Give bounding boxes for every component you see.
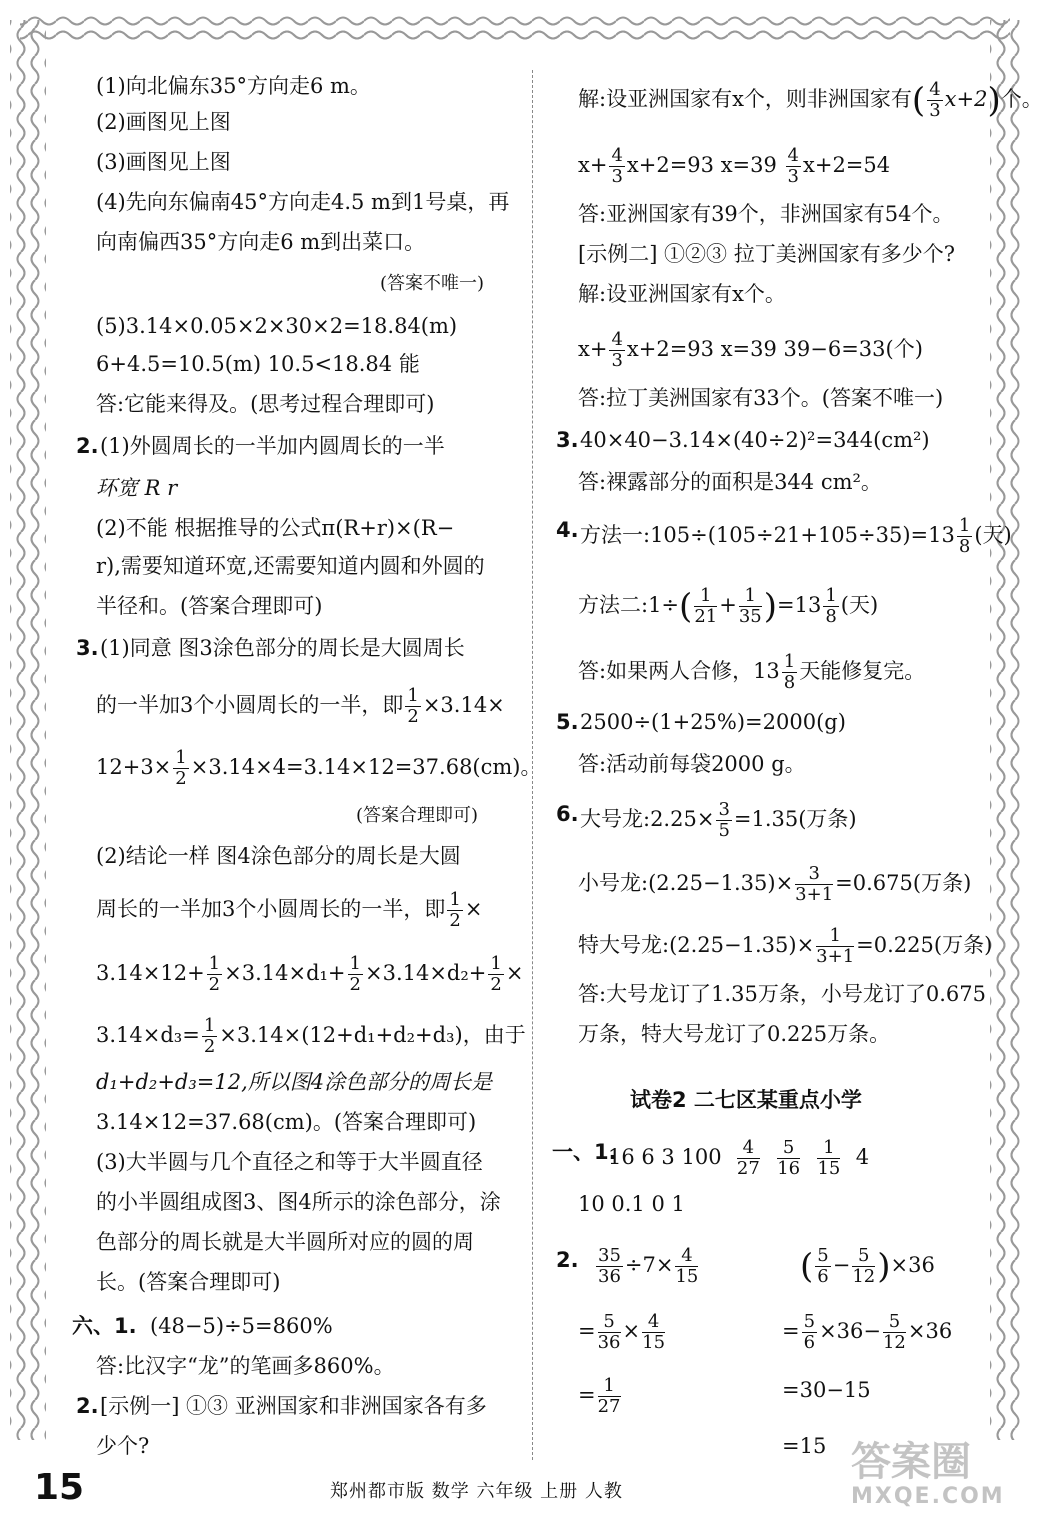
text: 答:如果两人合修，13 — [578, 659, 780, 683]
denominator: 2 — [203, 1036, 216, 1057]
paren: ) — [877, 1246, 891, 1287]
question-number: 3. — [76, 636, 99, 660]
text-line: 色部分的周长就是大半圆所对应的圆的周 — [96, 1230, 474, 1254]
text-line: =30−15 — [782, 1378, 871, 1402]
text: 解:设亚洲国家有x个，则非洲国家有 — [578, 87, 912, 111]
denominator: 16 — [777, 1158, 801, 1179]
question-number: 2. — [556, 1248, 579, 1272]
fraction — [957, 516, 972, 557]
text-line: d₁+d₂+d₃=12,所以图4涂色部分的周长是 — [96, 1070, 493, 1094]
watermark-text: 答案圈 — [851, 1439, 971, 1485]
numerator: 4 — [787, 145, 799, 166]
text-line: 向南偏西35°方向走6 m到出菜口。 — [96, 230, 426, 254]
fraction — [817, 1138, 840, 1179]
text: x+2=93 x=39 39−6=33(个) — [626, 337, 923, 361]
fraction — [795, 864, 833, 905]
denominator: 2 — [349, 974, 361, 995]
fraction — [609, 146, 624, 187]
denominator: 35 — [738, 606, 762, 627]
denominator: 8 — [825, 606, 837, 627]
text-line: (48−5)÷5=860% — [150, 1314, 333, 1338]
denominator: 3 — [929, 100, 941, 121]
fraction — [405, 686, 420, 727]
denominator: 36 — [597, 1332, 621, 1353]
text-line: 答:裸露部分的面积是344 cm²。 — [578, 470, 882, 494]
fraction — [816, 926, 854, 967]
text-line: 少个? — [96, 1434, 150, 1458]
fraction — [786, 146, 801, 187]
denominator: 2 — [407, 706, 419, 727]
denominator: 2 — [449, 910, 461, 931]
text-line: (1)同意 图3涂色部分的周长是大圆周长 — [100, 636, 465, 660]
text: = — [782, 1319, 800, 1343]
denominator: 3 — [611, 350, 623, 371]
page-number: 15 — [34, 1467, 85, 1508]
text: 特大号龙:(2.25−1.35)× — [578, 933, 815, 957]
fraction — [815, 1246, 830, 1287]
numerator: 4 — [675, 1246, 698, 1267]
numerator: 5 — [803, 1311, 816, 1332]
denominator: 2 — [208, 974, 221, 995]
numerator: 5 — [817, 1245, 829, 1266]
fraction — [883, 1312, 906, 1353]
fraction — [488, 954, 503, 995]
text: 3.14×12+ — [96, 961, 205, 985]
question-number: 3. — [556, 428, 579, 452]
question-number: 4. — [556, 518, 579, 542]
text-line: 40×40−3.14×(40÷2)²=344(cm²) — [580, 428, 930, 452]
fraction — [598, 1312, 621, 1353]
text-line: 10 0.1 0 1 — [578, 1192, 685, 1216]
denominator: 2 — [490, 974, 502, 995]
text-line: [示例二] ①②③ 拉丁美洲国家有多少个? — [578, 242, 955, 266]
text: ×3.14×d₂+ — [364, 961, 487, 985]
watermark-logo — [851, 1440, 1011, 1530]
text-line — [578, 652, 925, 693]
text-line — [578, 864, 971, 905]
numerator: 1 — [449, 889, 461, 910]
numerator: 1 — [825, 585, 837, 606]
text-line — [96, 890, 482, 931]
text-line: (4)先向东偏南45°方向走4.5 m到1号桌，再 — [96, 190, 510, 214]
question-number: 5. — [556, 710, 579, 734]
text: =1.35(万条) — [733, 807, 857, 831]
text: =0.675(万条) — [835, 871, 972, 895]
text-line: 答:活动前每袋2000 g。 — [578, 752, 806, 776]
denominator: 12 — [882, 1332, 906, 1353]
fraction — [596, 1246, 623, 1287]
text-line: 的小半圆组成图3、图4所示的涂色部分，涂 — [96, 1190, 501, 1214]
denominator: 27 — [597, 1396, 621, 1417]
denominator: 8 — [958, 536, 971, 557]
paren: ) — [763, 586, 777, 627]
denominator: 36 — [598, 1266, 621, 1287]
text: × — [622, 1319, 641, 1343]
text: 天能修复完。 — [799, 659, 926, 683]
text: 4 — [855, 1145, 870, 1169]
denominator: 27 — [736, 1158, 760, 1179]
text-line — [578, 586, 878, 627]
text: 周长的一半加3个小圆周长的一半，即 — [96, 897, 446, 921]
text-line — [578, 926, 992, 967]
text-line: 3.14×12=37.68(cm)。(答案合理即可) — [96, 1110, 477, 1134]
numerator: 4 — [642, 1312, 665, 1333]
numerator: 1 — [958, 515, 971, 536]
watermark-url: MXQE.COM — [851, 1484, 1005, 1509]
text-line — [578, 146, 890, 187]
denominator: 15 — [817, 1158, 841, 1179]
numerator: 3 — [795, 864, 833, 885]
denominator: 3+1 — [795, 884, 834, 905]
math-line — [578, 1376, 623, 1417]
text-line — [578, 80, 1043, 121]
fraction — [598, 1376, 621, 1417]
text: x+2=54 — [803, 153, 891, 177]
fraction — [802, 1312, 817, 1353]
denominator: 12 — [852, 1266, 876, 1287]
fraction — [675, 1246, 698, 1287]
text: =13 — [777, 593, 822, 617]
question-number: 2. — [76, 1394, 99, 1418]
numerator: 35 — [598, 1245, 621, 1266]
text: − — [832, 1253, 851, 1277]
fraction — [777, 1138, 800, 1179]
text: ×36 — [907, 1319, 953, 1343]
text-line: 解:设亚洲国家有x个。 — [578, 282, 786, 306]
text-line: 半径和。(答案合理即可) — [96, 594, 323, 618]
fraction — [447, 890, 462, 931]
math-line — [800, 1246, 935, 1287]
text: 方法一:105÷(105÷21+105÷35)=13 — [580, 523, 955, 547]
fraction — [739, 586, 762, 627]
fraction — [782, 652, 797, 693]
fraction — [207, 954, 222, 995]
numerator: 4 — [929, 79, 941, 100]
math-line — [782, 1312, 952, 1353]
numerator: 1 — [175, 747, 187, 768]
denominator: 3 — [611, 166, 623, 187]
denominator: 2 — [175, 768, 187, 789]
fraction — [823, 586, 838, 627]
text-line — [580, 516, 1012, 557]
text: ×36− — [819, 1319, 881, 1343]
numerator: 3 — [718, 799, 730, 820]
denominator: 5 — [718, 820, 730, 841]
numerator: 5 — [777, 1138, 800, 1159]
numerator: 1 — [816, 926, 854, 947]
text-line: 万条，特大号龙订了0.225万条。 — [578, 1022, 891, 1046]
text: × — [464, 897, 483, 921]
text-line: (1)外圆周长的一半加内圆周长的一半 — [100, 434, 445, 458]
fraction — [927, 80, 942, 121]
question-number: 2. — [76, 434, 99, 458]
numerator: 5 — [598, 1312, 621, 1333]
numerator: 1 — [817, 1138, 840, 1159]
text: 12+3× — [96, 755, 172, 779]
text: ×36 — [890, 1253, 935, 1277]
denominator: 3 — [787, 166, 799, 187]
text: x+2=93 x=39 — [626, 153, 784, 177]
text-line — [96, 1016, 526, 1057]
fraction — [716, 800, 731, 841]
footer-text: 郑州都市版 数学 六年级 上册 人教 — [330, 1481, 623, 1502]
denominator: 6 — [803, 1332, 816, 1353]
numerator: 1 — [739, 586, 762, 607]
text: 3.14×d₃= — [96, 1023, 200, 1047]
note: (答案合理即可) — [356, 805, 479, 826]
text: x+ — [578, 337, 608, 361]
text: ×3.14×(12+d₁+d₂+d₃)，由于 — [219, 1023, 526, 1047]
denominator: 21 — [694, 606, 718, 627]
text: ×3.14× — [422, 693, 505, 717]
numerator: 1 — [694, 586, 717, 607]
numerator: 4 — [611, 329, 623, 350]
text-line: 答:比汉字“龙”的笔画多860%。 — [96, 1354, 395, 1378]
numerator: 1 — [203, 1015, 216, 1036]
fraction — [852, 1246, 875, 1287]
text: × — [505, 961, 524, 985]
numerator: 1 — [783, 651, 796, 672]
section-title: 试卷2 二七区某重点小学 — [630, 1088, 862, 1112]
text-line: 答:它能来得及。(思考过程合理即可) — [96, 392, 435, 416]
text: 16 6 3 100 — [608, 1145, 722, 1169]
text-line: (3)画图见上图 — [96, 150, 231, 174]
fraction — [737, 1138, 760, 1179]
text-line: (2)结论一样 图4涂色部分的周长是大圆 — [96, 844, 461, 868]
paren: ( — [679, 586, 693, 627]
numerator: 5 — [883, 1312, 906, 1333]
text: = — [578, 1319, 596, 1343]
numerator: 1 — [407, 685, 419, 706]
numerator: 1 — [490, 953, 502, 974]
text-line: (2)不能 根据推导的公式π(R+r)×(R− — [96, 516, 455, 540]
denominator: 15 — [675, 1266, 699, 1287]
numerator: 1 — [208, 953, 221, 974]
paren: ( — [911, 80, 926, 121]
text: 方法二:1÷ — [578, 593, 680, 617]
text-line — [580, 800, 857, 841]
text-line: (1)向北偏东35°方向走6 m。 — [96, 74, 371, 98]
text-line: r),需要知道环宽,还需要知道内圆和外圆的 — [96, 554, 485, 578]
text-line: (5)3.14×0.05×2×30×2=18.84(m) — [96, 314, 458, 338]
section-number: 一、1. — [552, 1140, 617, 1164]
text: (天) — [974, 523, 1012, 547]
question-number: 6. — [556, 802, 579, 826]
text: + — [719, 593, 737, 617]
text: =0.225(万条) — [856, 933, 993, 957]
text-line: (3)大半圆与几个直径之和等于大半圆直径 — [96, 1150, 483, 1174]
text-line — [608, 1138, 869, 1179]
text-line: 环宽 R r — [96, 476, 178, 500]
text-line — [96, 954, 523, 995]
text: x+ — [578, 153, 608, 177]
numerator: 4 — [737, 1138, 760, 1159]
text: 大号龙:2.25× — [580, 807, 715, 831]
text: 的一半加3个小圆周长的一半，即 — [96, 693, 404, 717]
text-line: 答:大号龙订了1.35万条，小号龙订了0.675 — [578, 982, 986, 1006]
section-number: 六、1. — [72, 1314, 137, 1338]
text-line: 6+4.5=10.5(m) 10.5<18.84 能 — [96, 352, 420, 376]
note: (答案不唯一) — [380, 273, 485, 294]
text: ×3.14×d₁+ — [224, 961, 346, 985]
numerator: 4 — [611, 145, 623, 166]
denominator: 6 — [817, 1266, 829, 1287]
text-line: 长。(答案合理即可) — [96, 1270, 281, 1294]
fraction — [642, 1312, 665, 1353]
paren: ) — [987, 80, 1001, 121]
denominator: 8 — [783, 672, 796, 693]
fraction — [173, 748, 188, 789]
text-line: 答:亚洲国家有39个，非洲国家有54个。 — [578, 202, 954, 226]
fraction — [202, 1016, 217, 1057]
text: = — [578, 1383, 596, 1407]
text: 小号龙:(2.25−1.35)× — [578, 871, 794, 895]
text-line: (2)画图见上图 — [96, 110, 231, 134]
text-line — [578, 330, 923, 371]
text: (天) — [840, 593, 879, 617]
text: ÷7× — [624, 1253, 674, 1277]
numerator: 1 — [349, 953, 361, 974]
text: x+2 — [944, 87, 988, 111]
fraction — [609, 330, 624, 371]
text-line: [示例一] ①③ 亚洲国家和非洲国家各有多 — [100, 1394, 487, 1418]
fraction — [348, 954, 363, 995]
text-line — [96, 748, 542, 789]
text-line: 2500÷(1+25%)=2000(g) — [580, 710, 846, 734]
paren: ( — [800, 1246, 814, 1287]
text-line — [96, 686, 505, 727]
denominator: 15 — [642, 1332, 666, 1353]
numerator: 1 — [598, 1376, 621, 1397]
text: 个。 — [1000, 87, 1043, 111]
numerator: 5 — [852, 1246, 875, 1267]
math-line — [594, 1246, 700, 1287]
text-line: 答:拉丁美洲国家有33个。(答案不唯一) — [578, 386, 944, 410]
math-line — [578, 1312, 667, 1353]
text: ×3.14×4=3.14×12=37.68(cm)。 — [190, 755, 542, 779]
text-line: =15 — [782, 1434, 827, 1458]
denominator: 3+1 — [816, 946, 855, 967]
fraction — [694, 586, 717, 627]
